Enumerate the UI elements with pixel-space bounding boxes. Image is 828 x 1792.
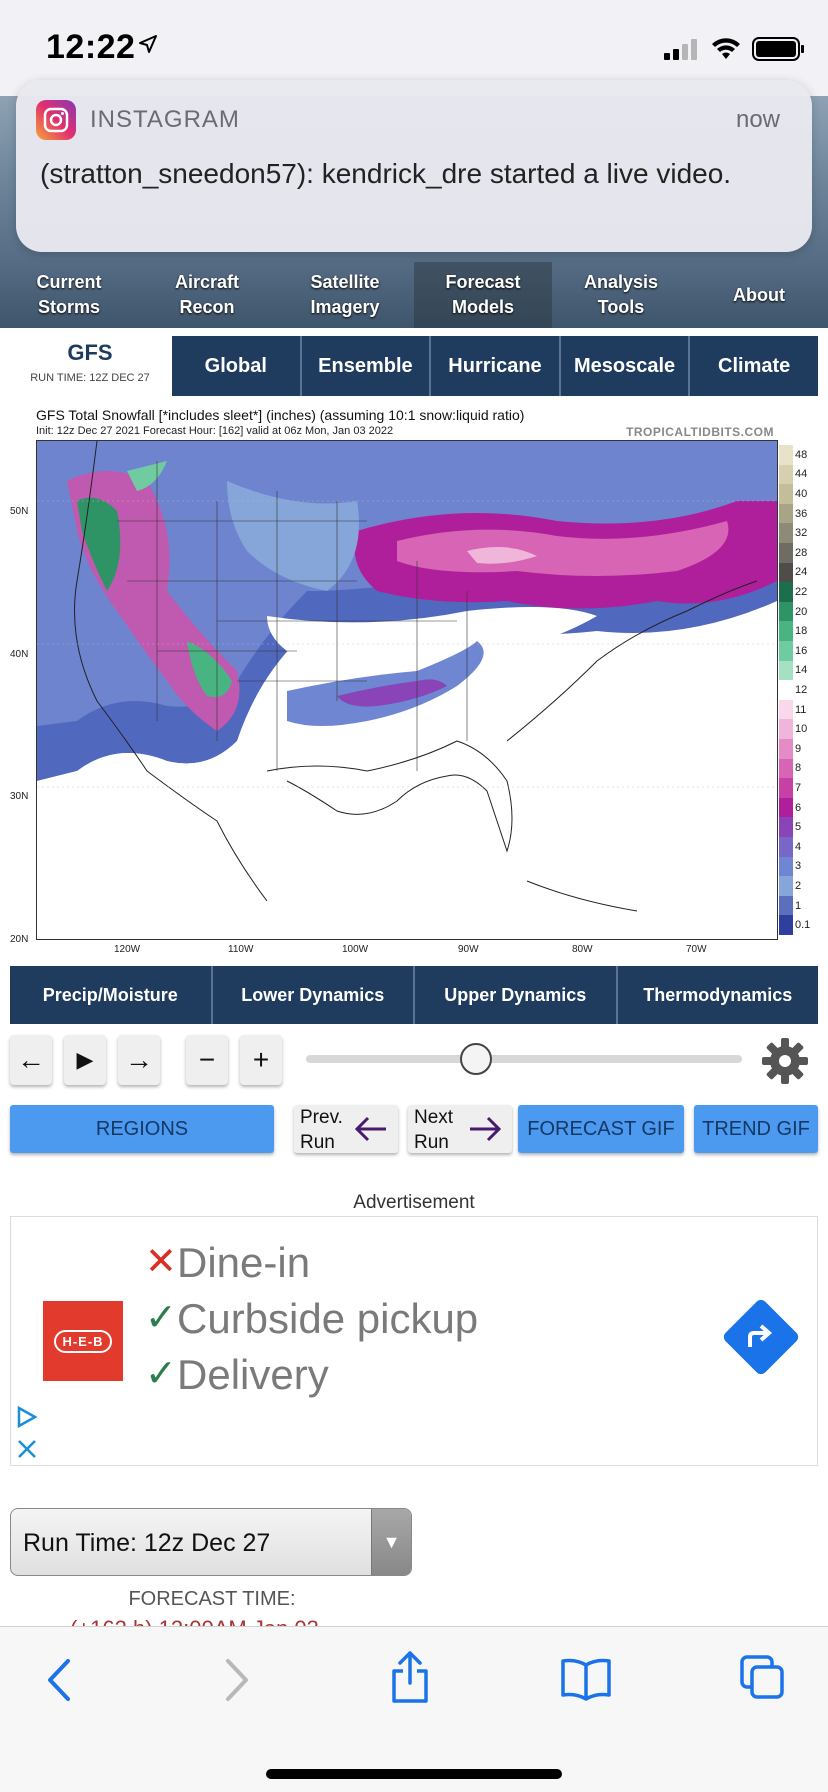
lon-label-90w: 90W	[458, 944, 479, 955]
lon-label-80w: 80W	[572, 944, 593, 955]
legend-swatch	[779, 739, 793, 759]
map-title: GFS Total Snowfall [*includes sleet*] (inches) (assuming 10:1 snow:liquid ratio)	[36, 407, 525, 423]
zoom-in-button[interactable]: +	[240, 1035, 282, 1085]
heb-logo	[43, 1301, 123, 1381]
bookmarks-icon[interactable]	[560, 1657, 612, 1701]
forward-icon[interactable]	[222, 1655, 252, 1705]
prev-run-label: Prev. Run	[300, 1107, 343, 1153]
tab-global[interactable]: Global	[172, 336, 302, 396]
tabs-icon[interactable]	[738, 1653, 786, 1701]
parameter-tabs	[10, 966, 818, 1024]
adchoices-icon[interactable]	[15, 1405, 39, 1429]
check-mark-icon: ✓	[145, 1353, 177, 1395]
lat-label-20n: 20N	[10, 934, 29, 945]
home-indicator	[266, 1769, 562, 1779]
share-icon[interactable]	[388, 1649, 432, 1705]
legend-swatch	[779, 857, 793, 877]
ad-line-dine-in: Dine-in	[177, 1239, 311, 1286]
legend-label: 32	[795, 527, 808, 540]
legend-label: 48	[795, 448, 808, 461]
nav-aircraft-recon[interactable]: Aircraft Recon	[174, 272, 240, 317]
advertisement-label: Advertisement	[353, 1192, 475, 1213]
gear-icon[interactable]	[760, 1036, 810, 1086]
legend-swatch	[779, 445, 793, 465]
legend-label: 6	[795, 801, 802, 814]
nav-forecast-models[interactable]: Forecast Models	[414, 262, 552, 328]
legend-swatch	[779, 700, 793, 720]
main-nav	[0, 262, 828, 328]
legend-label: 5	[795, 821, 802, 834]
next-frame-button[interactable]: →	[118, 1035, 160, 1085]
regions-button[interactable]: REGIONS	[10, 1105, 274, 1153]
play-button[interactable]: ▶	[64, 1035, 106, 1085]
lon-label-70w: 70W	[686, 944, 707, 955]
trend-gif-button[interactable]: TREND GIF	[694, 1105, 818, 1153]
legend-swatch	[779, 661, 793, 681]
slider-thumb[interactable]	[460, 1043, 492, 1075]
arrow-right-icon	[468, 1115, 502, 1143]
tab-thermodynamics[interactable]: Thermodynamics	[643, 984, 793, 1005]
lon-label-100w: 100W	[342, 944, 369, 955]
forecast-gif-button[interactable]: FORECAST GIF	[518, 1105, 684, 1153]
legend-swatch	[779, 680, 793, 700]
ad-line-curbside: Curbside pickup	[177, 1295, 479, 1342]
lon-label-120w: 120W	[114, 944, 141, 955]
heb-logo-text: H-E-B	[54, 1330, 111, 1353]
snowfall-legend	[779, 445, 793, 935]
arrow-left-icon	[354, 1115, 388, 1143]
tab-upper-dynamics[interactable]: Upper Dynamics	[415, 966, 618, 1024]
legend-label: 2	[795, 880, 802, 892]
legend-label: 20	[795, 605, 808, 618]
legend-swatch	[779, 641, 793, 661]
legend-swatch	[779, 563, 793, 583]
tab-mesoscale[interactable]: Mesoscale	[561, 336, 691, 396]
nav-current-storms[interactable]: Current Storms	[36, 272, 102, 317]
legend-swatch	[779, 582, 793, 602]
status-icons	[664, 36, 806, 62]
legend-swatch	[779, 778, 793, 798]
lon-label-110w: 110W	[228, 944, 254, 955]
notification-body: (stratton_sneedon57): kendrick_dre started a live video.	[40, 158, 732, 189]
lat-label-30n: 30N	[10, 791, 29, 802]
notification-time: now	[735, 106, 780, 133]
legend-swatch	[779, 504, 793, 524]
map-init-info: Init: 12z Dec 27 2021 Forecast Hour: [162] valid at 06z Mon, Jan 03 2022	[36, 425, 394, 437]
legend-swatch	[779, 915, 793, 935]
directions-arrow-icon	[744, 1321, 778, 1353]
forecast-time-label: FORECAST TIME:	[128, 1588, 296, 1610]
legend-label: 4	[795, 840, 802, 853]
model-run-time: RUN TIME: 12Z DEC 27	[30, 372, 150, 384]
tab-lower-dynamics[interactable]: Lower Dynamics	[213, 966, 416, 1024]
wifi-icon	[710, 37, 742, 61]
snowfall-map[interactable]	[36, 440, 778, 940]
legend-label: 0.1	[795, 919, 811, 932]
prev-frame-button[interactable]: ←	[10, 1035, 52, 1085]
legend-label: 3	[795, 860, 802, 873]
legend-swatch	[779, 817, 793, 837]
legend-swatch	[779, 719, 793, 739]
tab-ensemble[interactable]: Ensemble	[302, 336, 432, 396]
run-time-select[interactable]	[10, 1508, 412, 1576]
legend-swatch	[779, 621, 793, 641]
legend-label: 1	[795, 899, 802, 912]
tab-hurricane[interactable]: Hurricane	[431, 336, 561, 396]
nav-satellite-imagery[interactable]: Satellite Imagery	[310, 272, 380, 317]
model-name: GFS	[67, 340, 113, 365]
legend-swatch	[779, 759, 793, 779]
legend-label: 28	[795, 546, 808, 559]
lat-label-40n: 40N	[10, 649, 29, 660]
ad-line-delivery: Delivery	[177, 1351, 329, 1398]
nav-analysis-tools[interactable]: Analysis Tools	[583, 272, 659, 317]
instagram-notification[interactable]	[16, 80, 812, 252]
map-header	[36, 407, 782, 437]
legend-label: 40	[795, 488, 808, 500]
legend-label: 36	[795, 507, 808, 520]
legend-label: 10	[795, 723, 808, 736]
next-run-button[interactable]	[408, 1105, 512, 1153]
location-arrow-icon	[138, 34, 158, 54]
legend-swatch	[779, 876, 793, 896]
status-time: 12:22	[46, 28, 136, 66]
forecast-hour-slider[interactable]	[306, 1055, 742, 1063]
legend-label: 14	[795, 664, 808, 677]
advertisement[interactable]	[10, 1216, 818, 1466]
chevron-down-icon: ▼	[371, 1509, 411, 1575]
notification-app-name: INSTAGRAM	[90, 106, 240, 133]
map-credit: TROPICALTIDBITS.COM	[626, 425, 774, 439]
check-mark-icon: ✓	[145, 1297, 177, 1339]
battery-icon	[752, 36, 806, 62]
nav-about[interactable]: About	[733, 284, 785, 305]
legend-label: 8	[795, 762, 802, 775]
legend-swatch	[779, 602, 793, 622]
legend-swatch	[779, 523, 793, 543]
x-mark-icon: ✕	[145, 1241, 177, 1283]
instagram-icon	[36, 100, 76, 140]
legend-swatch	[779, 465, 793, 485]
legend-swatch	[779, 896, 793, 916]
legend-label: 22	[795, 586, 808, 598]
zoom-out-button[interactable]: −	[186, 1035, 228, 1085]
legend-label: 11	[795, 703, 807, 716]
lat-label-50n: 50N	[10, 506, 29, 517]
run-time-value: Run Time: 12z Dec 27	[23, 1529, 271, 1557]
legend-swatch	[779, 798, 793, 818]
prev-run-button[interactable]	[294, 1105, 398, 1153]
close-ad-icon[interactable]	[15, 1437, 39, 1461]
signal-icon	[664, 38, 700, 60]
tab-precip-moisture[interactable]: Precip/Moisture	[10, 966, 213, 1024]
browser-toolbar	[0, 1626, 828, 1792]
legend-label: 44	[795, 468, 808, 481]
next-run-label: Next Run	[414, 1107, 454, 1153]
model-info	[10, 336, 170, 396]
legend-label: 18	[795, 625, 808, 638]
legend-swatch	[779, 543, 793, 563]
legend-swatch	[779, 837, 793, 857]
legend-label: 9	[795, 742, 802, 755]
model-tabs	[172, 336, 818, 396]
legend-label: 16	[795, 644, 808, 657]
back-icon[interactable]	[44, 1655, 74, 1705]
snowfall-map-graphic	[37, 441, 777, 939]
legend-swatch	[779, 484, 793, 504]
legend-label: 24	[795, 566, 808, 579]
legend-label: 7	[795, 782, 802, 794]
legend-label: 12	[795, 684, 808, 696]
tab-climate[interactable]: Climate	[718, 354, 791, 377]
